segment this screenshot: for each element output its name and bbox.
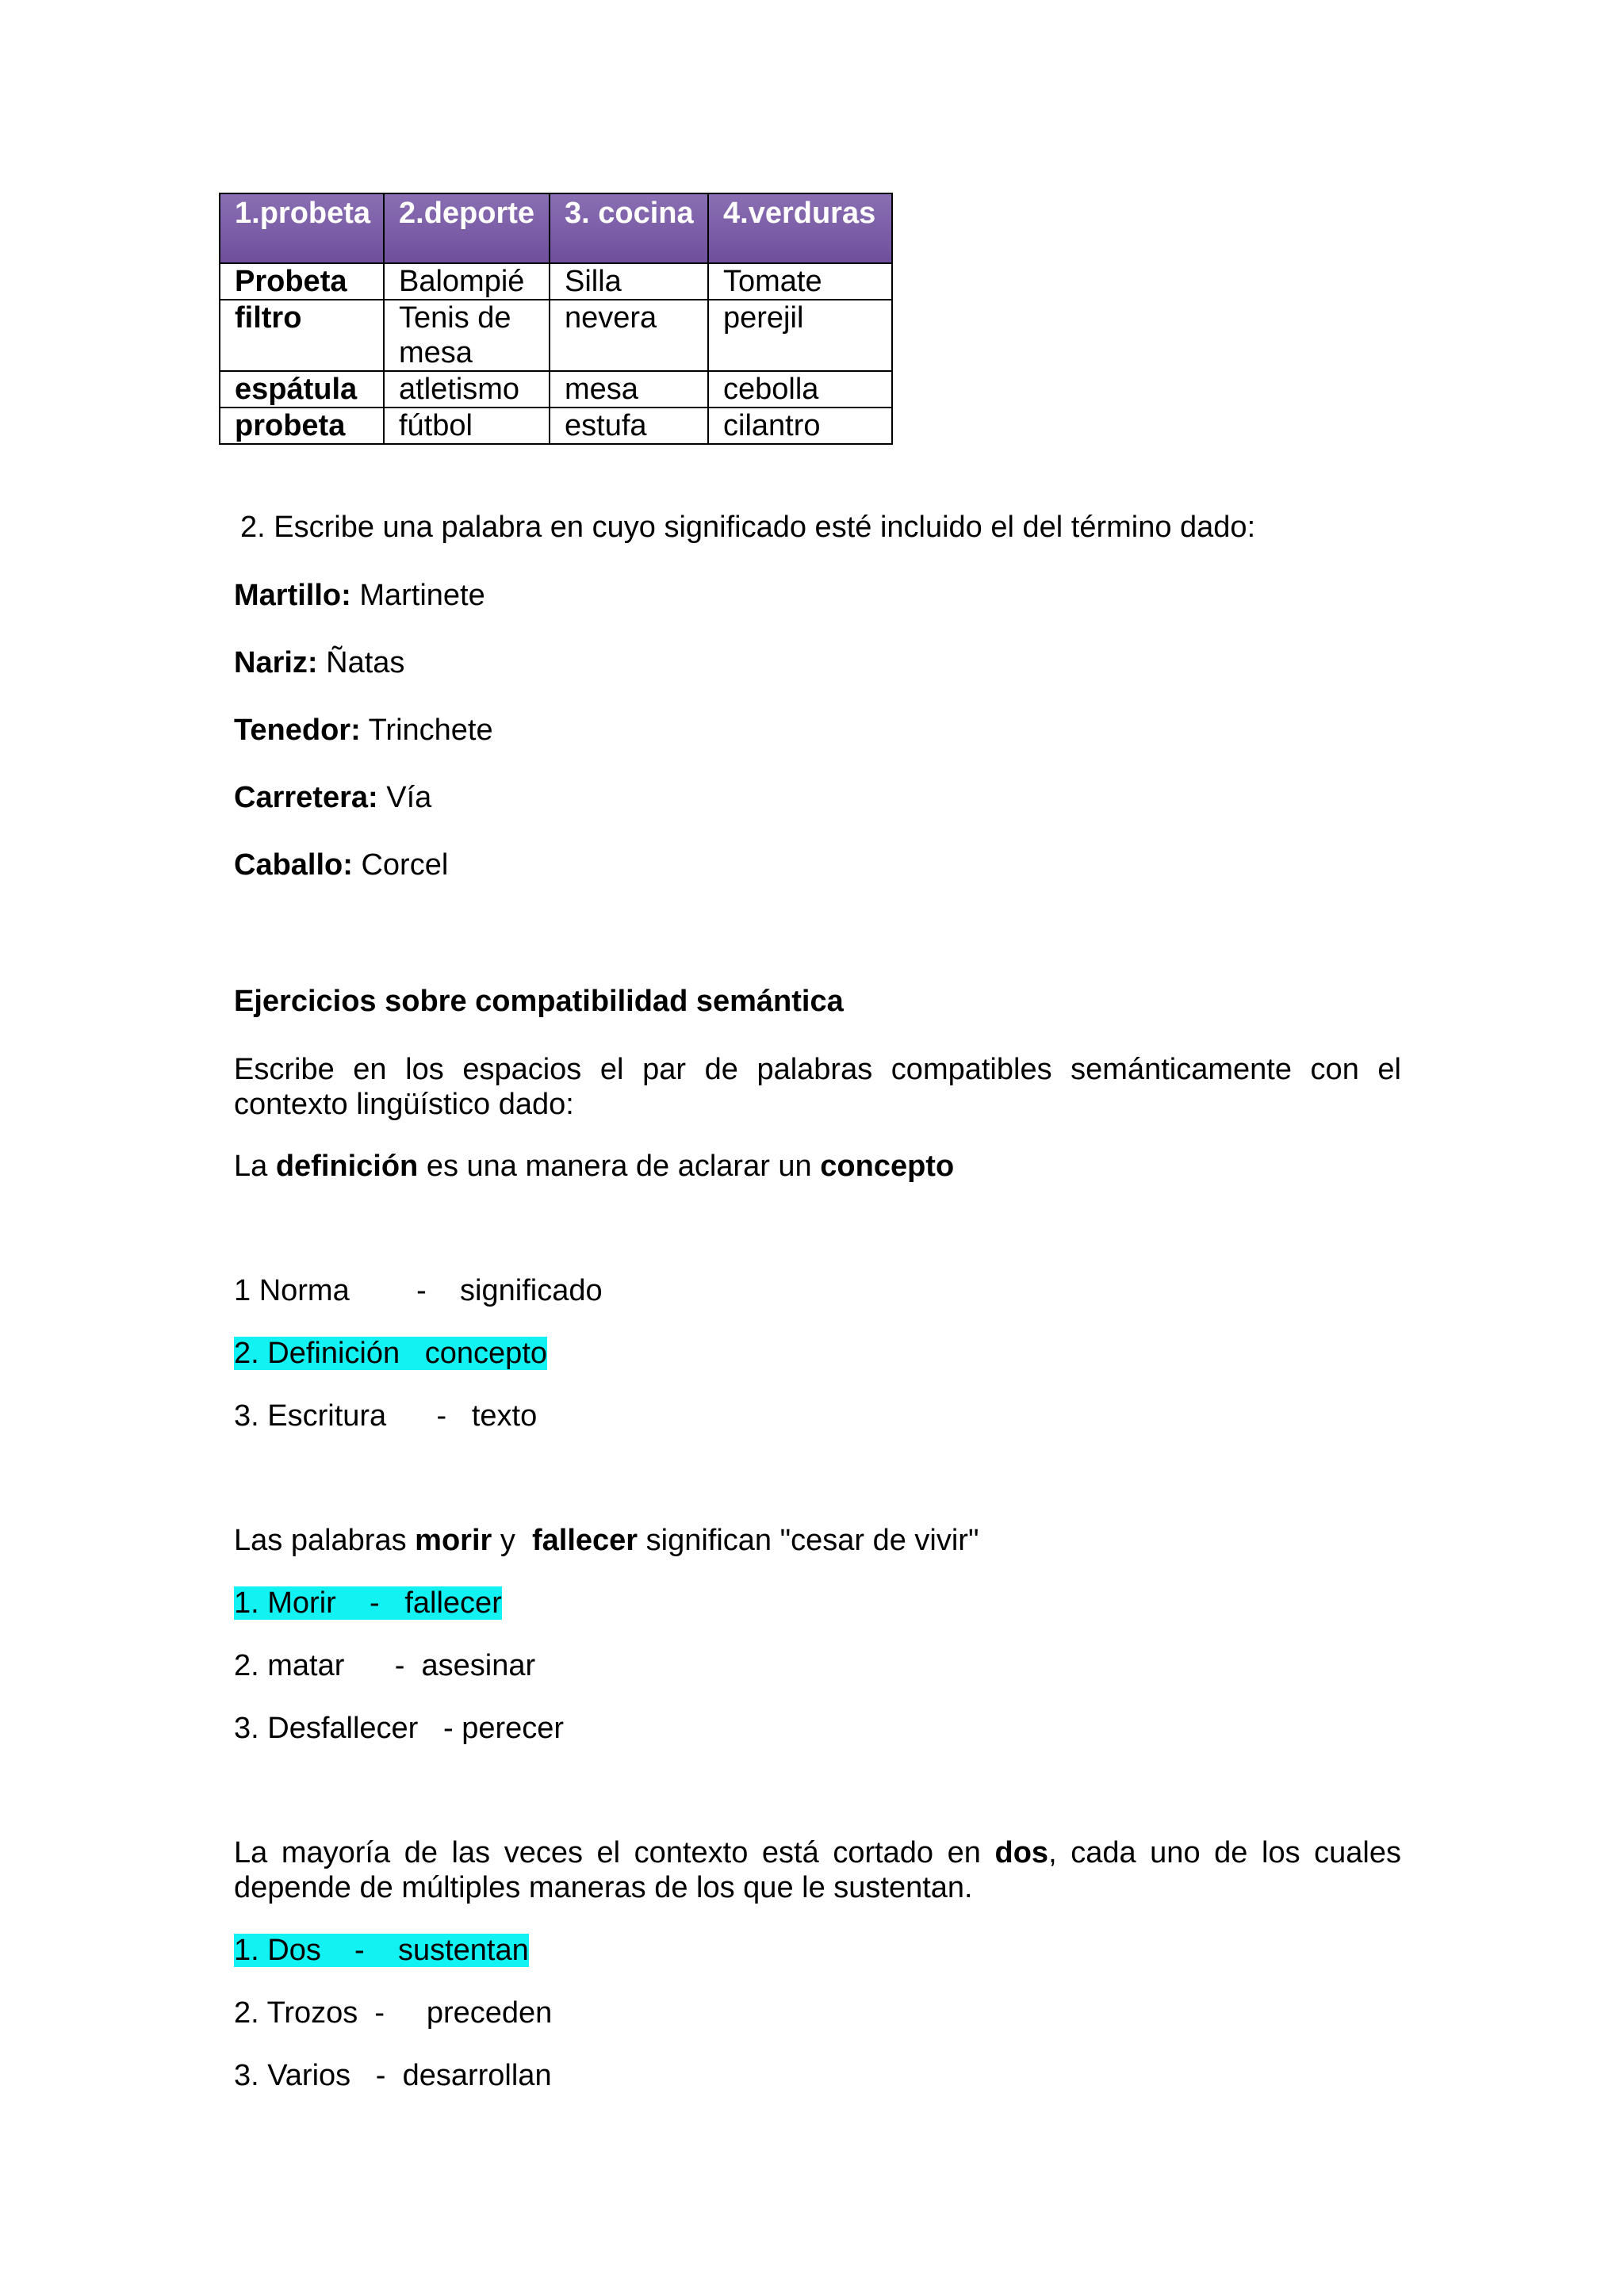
question-sentence [234, 1522, 979, 1559]
term-answer: Martinete [359, 579, 485, 612]
table-cell: filtro [220, 300, 384, 371]
term-label: Tenedor: [234, 714, 361, 747]
section-heading: Ejercicios sobre compatibilidad semántica [234, 985, 844, 1018]
term-item [234, 645, 404, 681]
word-table [219, 193, 893, 445]
section-instruction: Escribe en los espacios el par de palabras compatibles semánticamente con el contexto lingüístico dado: [234, 1053, 1401, 1121]
table-cell: Probeta [220, 263, 384, 300]
table-cell: espátula [220, 371, 384, 408]
option: 3. Varios - desarrollan [234, 2059, 552, 2092]
table-row [220, 408, 892, 444]
table-header: 3. cocina [550, 193, 708, 263]
term-answer: Corcel [361, 848, 449, 882]
term-label: Carretera: [234, 781, 378, 814]
highlighted-answer: 1. Morir - fallecer [234, 1586, 502, 1620]
table-row [220, 300, 892, 371]
table-cell: nevera [550, 300, 708, 371]
question-sentence [234, 1148, 954, 1184]
table-cell: perejil [708, 300, 892, 371]
option-correct [234, 1335, 547, 1372]
table-cell: estufa [550, 408, 708, 444]
sentence-text: Las palabras [234, 1524, 416, 1557]
option-correct [234, 1585, 502, 1621]
highlighted-answer: 2. Definición concepto [234, 1337, 548, 1370]
term-item [234, 577, 485, 614]
option: 2. matar - asesinar [234, 1649, 536, 1682]
option-correct [234, 1932, 529, 1969]
term-item [234, 779, 431, 816]
table-cell: atletismo [384, 371, 550, 408]
table-header: 2.deporte [384, 193, 550, 263]
table-header: 4.verduras [708, 193, 892, 263]
exercise-instruction: 2. Escribe una palabra en cuyo significado esté incluido el del término dado: [240, 511, 1256, 544]
sentence-text: La mayoría de las veces el contexto está cortado en [234, 1836, 995, 1869]
table-cell: Silla [550, 263, 708, 300]
table-row [220, 371, 892, 408]
table-cell: Tomate [708, 263, 892, 300]
sentence-text: significan "cesar de vivir" [638, 1524, 979, 1557]
option: 3. Desfallecer - perecer [234, 1712, 565, 1745]
term-item [234, 712, 493, 748]
keyword: morir [415, 1524, 492, 1557]
table-cell: Balompié [384, 263, 550, 300]
option: 2. Trozos - preceden [234, 1996, 553, 2030]
keyword: fallecer [531, 1524, 638, 1557]
table-header-row [220, 193, 892, 263]
keyword: dos [994, 1836, 1049, 1869]
option: 3. Escritura - texto [234, 1399, 538, 1433]
keyword: definición [275, 1150, 419, 1183]
term-answer: Vía [386, 781, 432, 814]
table-cell: fútbol [384, 408, 550, 444]
sentence-text: y [492, 1524, 532, 1557]
keyword: concepto [820, 1150, 955, 1183]
table-header: 1.probeta [220, 193, 384, 263]
sentence-text: , cada uno de los cuales depende de múltiples maneras de los que le sustentan. [234, 1836, 1401, 1904]
sentence-text: es una manera de aclarar un [418, 1150, 821, 1183]
term-label: Nariz: [234, 646, 318, 679]
term-label: Martillo: [234, 579, 351, 612]
table-cell: Tenis de mesa [384, 300, 550, 371]
term-answer: Trinchete [368, 714, 493, 747]
term-label: Caballo: [234, 848, 353, 882]
table-cell: mesa [550, 371, 708, 408]
term-answer: Ñatas [326, 646, 405, 679]
option: 1 Norma - significado [234, 1274, 603, 1307]
question-paragraph [234, 1835, 1401, 1905]
term-item [234, 847, 448, 883]
highlighted-answer: 1. Dos - sustentan [234, 1934, 529, 1967]
sentence-text: La [234, 1150, 276, 1183]
table-cell: cilantro [708, 408, 892, 444]
table-cell: cebolla [708, 371, 892, 408]
table-row [220, 263, 892, 300]
table-cell: probeta [220, 408, 384, 444]
